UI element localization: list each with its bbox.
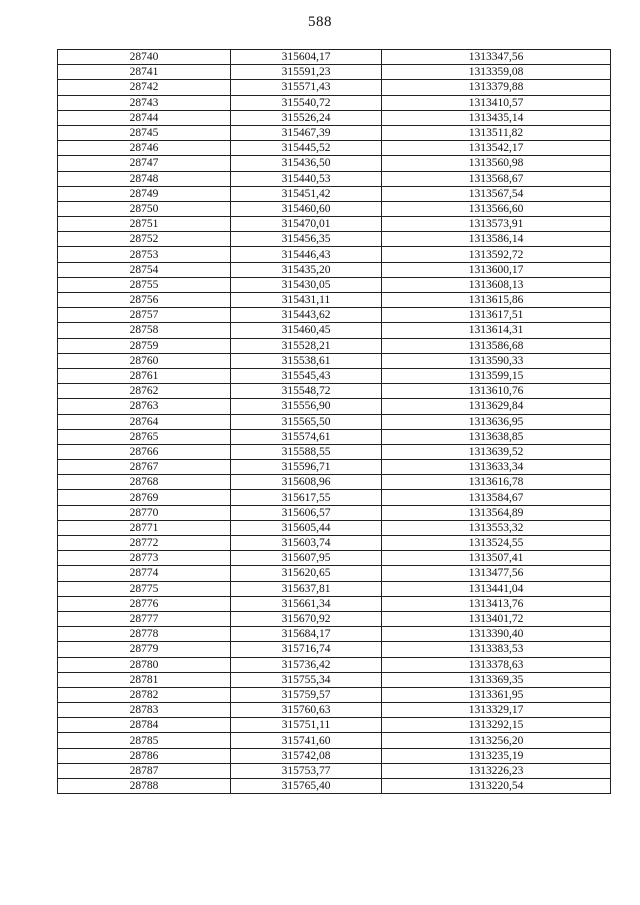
y-coordinate-cell: 1313584,67 [382, 490, 611, 505]
table-row [58, 444, 611, 459]
point-number-cell: 28768 [58, 475, 231, 490]
x-coordinate-cell: 315446,43 [231, 247, 382, 262]
point-number-cell: 28774 [58, 566, 231, 581]
table-row [58, 460, 611, 475]
table-row [58, 232, 611, 247]
x-coordinate-cell: 315430,05 [231, 277, 382, 292]
point-number-cell: 28751 [58, 217, 231, 232]
table-row [58, 65, 611, 80]
x-coordinate-cell: 315588,55 [231, 444, 382, 459]
x-coordinate-cell: 315753,77 [231, 763, 382, 778]
y-coordinate-cell: 1313586,68 [382, 338, 611, 353]
x-coordinate-cell: 315548,72 [231, 384, 382, 399]
point-number-cell: 28757 [58, 308, 231, 323]
table-row [58, 672, 611, 687]
y-coordinate-cell: 1313560,98 [382, 156, 611, 171]
point-number-cell: 28750 [58, 201, 231, 216]
x-coordinate-cell: 315620,65 [231, 566, 382, 581]
x-coordinate-cell: 315470,01 [231, 217, 382, 232]
point-number-cell: 28783 [58, 703, 231, 718]
y-coordinate-cell: 1313600,17 [382, 262, 611, 277]
y-coordinate-cell: 1313566,60 [382, 201, 611, 216]
table-row [58, 687, 611, 702]
table-row [58, 262, 611, 277]
x-coordinate-cell: 315605,44 [231, 520, 382, 535]
y-coordinate-cell: 1313567,54 [382, 186, 611, 201]
table-row [58, 657, 611, 672]
point-number-cell: 28754 [58, 262, 231, 277]
point-number-cell: 28763 [58, 399, 231, 414]
x-coordinate-cell: 315574,61 [231, 429, 382, 444]
y-coordinate-cell: 1313524,55 [382, 536, 611, 551]
table-row [58, 596, 611, 611]
x-coordinate-cell: 315443,62 [231, 308, 382, 323]
y-coordinate-cell: 1313610,76 [382, 384, 611, 399]
table-row [58, 429, 611, 444]
x-coordinate-cell: 315684,17 [231, 627, 382, 642]
point-number-cell: 28786 [58, 748, 231, 763]
point-number-cell: 28770 [58, 505, 231, 520]
y-coordinate-cell: 1313507,41 [382, 551, 611, 566]
y-coordinate-cell: 1313441,04 [382, 581, 611, 596]
table-row [58, 611, 611, 626]
point-number-cell: 28746 [58, 141, 231, 156]
point-number-cell: 28759 [58, 338, 231, 353]
y-coordinate-cell: 1313599,15 [382, 368, 611, 383]
table-row [58, 353, 611, 368]
x-coordinate-cell: 315460,60 [231, 201, 382, 216]
point-number-cell: 28762 [58, 384, 231, 399]
coordinate-table-container [57, 49, 610, 794]
x-coordinate-cell: 315538,61 [231, 353, 382, 368]
x-coordinate-cell: 315571,43 [231, 80, 382, 95]
x-coordinate-cell: 315759,57 [231, 687, 382, 702]
x-coordinate-cell: 315670,92 [231, 611, 382, 626]
y-coordinate-cell: 1313235,19 [382, 748, 611, 763]
x-coordinate-cell: 315460,45 [231, 323, 382, 338]
y-coordinate-cell: 1313614,31 [382, 323, 611, 338]
table-row [58, 171, 611, 186]
y-coordinate-cell: 1313617,51 [382, 308, 611, 323]
coordinate-table [57, 49, 611, 794]
point-number-cell: 28772 [58, 536, 231, 551]
y-coordinate-cell: 1313220,54 [382, 779, 611, 794]
table-row [58, 718, 611, 733]
y-coordinate-cell: 1313390,40 [382, 627, 611, 642]
table-row [58, 50, 611, 65]
x-coordinate-cell: 315451,42 [231, 186, 382, 201]
table-row [58, 490, 611, 505]
x-coordinate-cell: 315604,17 [231, 50, 382, 65]
x-coordinate-cell: 315606,57 [231, 505, 382, 520]
point-number-cell: 28760 [58, 353, 231, 368]
y-coordinate-cell: 1313347,56 [382, 50, 611, 65]
point-number-cell: 28749 [58, 186, 231, 201]
x-coordinate-cell: 315596,71 [231, 460, 382, 475]
table-row [58, 505, 611, 520]
y-coordinate-cell: 1313592,72 [382, 247, 611, 262]
point-number-cell: 28756 [58, 293, 231, 308]
table-row [58, 247, 611, 262]
table-row [58, 551, 611, 566]
x-coordinate-cell: 315591,23 [231, 65, 382, 80]
point-number-cell: 28742 [58, 80, 231, 95]
table-row [58, 566, 611, 581]
y-coordinate-cell: 1313383,53 [382, 642, 611, 657]
point-number-cell: 28775 [58, 581, 231, 596]
x-coordinate-cell: 315467,39 [231, 125, 382, 140]
y-coordinate-cell: 1313608,13 [382, 277, 611, 292]
x-coordinate-cell: 315545,43 [231, 368, 382, 383]
x-coordinate-cell: 315435,20 [231, 262, 382, 277]
y-coordinate-cell: 1313564,89 [382, 505, 611, 520]
point-number-cell: 28766 [58, 444, 231, 459]
x-coordinate-cell: 315440,53 [231, 171, 382, 186]
y-coordinate-cell: 1313633,34 [382, 460, 611, 475]
point-number-cell: 28767 [58, 460, 231, 475]
y-coordinate-cell: 1313378,63 [382, 657, 611, 672]
point-number-cell: 28779 [58, 642, 231, 657]
x-coordinate-cell: 315637,81 [231, 581, 382, 596]
x-coordinate-cell: 315741,60 [231, 733, 382, 748]
x-coordinate-cell: 315445,52 [231, 141, 382, 156]
table-row [58, 293, 611, 308]
point-number-cell: 28776 [58, 596, 231, 611]
table-row [58, 80, 611, 95]
point-number-cell: 28748 [58, 171, 231, 186]
y-coordinate-cell: 1313292,15 [382, 718, 611, 733]
point-number-cell: 28788 [58, 779, 231, 794]
point-number-cell: 28785 [58, 733, 231, 748]
y-coordinate-cell: 1313615,86 [382, 293, 611, 308]
table-row [58, 779, 611, 794]
y-coordinate-cell: 1313369,35 [382, 672, 611, 687]
table-row [58, 536, 611, 551]
y-coordinate-cell: 1313616,78 [382, 475, 611, 490]
y-coordinate-cell: 1313629,84 [382, 399, 611, 414]
y-coordinate-cell: 1313410,57 [382, 95, 611, 110]
x-coordinate-cell: 315661,34 [231, 596, 382, 611]
x-coordinate-cell: 315540,72 [231, 95, 382, 110]
point-number-cell: 28753 [58, 247, 231, 262]
page-number: 588 [308, 14, 332, 30]
table-row [58, 368, 611, 383]
y-coordinate-cell: 1313636,95 [382, 414, 611, 429]
x-coordinate-cell: 315608,96 [231, 475, 382, 490]
y-coordinate-cell: 1313639,52 [382, 444, 611, 459]
point-number-cell: 28764 [58, 414, 231, 429]
table-row [58, 384, 611, 399]
point-number-cell: 28777 [58, 611, 231, 626]
point-number-cell: 28752 [58, 232, 231, 247]
y-coordinate-cell: 1313361,95 [382, 687, 611, 702]
x-coordinate-cell: 315603,74 [231, 536, 382, 551]
point-number-cell: 28773 [58, 551, 231, 566]
table-row [58, 110, 611, 125]
table-row [58, 748, 611, 763]
x-coordinate-cell: 315556,90 [231, 399, 382, 414]
point-number-cell: 28761 [58, 368, 231, 383]
x-coordinate-cell: 315755,34 [231, 672, 382, 687]
point-number-cell: 28778 [58, 627, 231, 642]
table-row [58, 414, 611, 429]
point-number-cell: 28747 [58, 156, 231, 171]
point-number-cell: 28745 [58, 125, 231, 140]
y-coordinate-cell: 1313359,08 [382, 65, 611, 80]
x-coordinate-cell: 315716,74 [231, 642, 382, 657]
table-row [58, 475, 611, 490]
table-row [58, 520, 611, 535]
table-row [58, 308, 611, 323]
point-number-cell: 28758 [58, 323, 231, 338]
x-coordinate-cell: 315607,95 [231, 551, 382, 566]
point-number-cell: 28741 [58, 65, 231, 80]
x-coordinate-cell: 315760,63 [231, 703, 382, 718]
table-row [58, 763, 611, 778]
point-number-cell: 28787 [58, 763, 231, 778]
table-row [58, 581, 611, 596]
x-coordinate-cell: 315765,40 [231, 779, 382, 794]
y-coordinate-cell: 1313573,91 [382, 217, 611, 232]
point-number-cell: 28781 [58, 672, 231, 687]
y-coordinate-cell: 1313413,76 [382, 596, 611, 611]
table-row [58, 733, 611, 748]
y-coordinate-cell: 1313511,82 [382, 125, 611, 140]
x-coordinate-cell: 315617,55 [231, 490, 382, 505]
x-coordinate-cell: 315526,24 [231, 110, 382, 125]
table-row [58, 156, 611, 171]
y-coordinate-cell: 1313553,32 [382, 520, 611, 535]
point-number-cell: 28743 [58, 95, 231, 110]
point-number-cell: 28771 [58, 520, 231, 535]
point-number-cell: 28740 [58, 50, 231, 65]
table-row [58, 186, 611, 201]
table-row [58, 642, 611, 657]
point-number-cell: 28784 [58, 718, 231, 733]
x-coordinate-cell: 315456,35 [231, 232, 382, 247]
y-coordinate-cell: 1313435,14 [382, 110, 611, 125]
y-coordinate-cell: 1313256,20 [382, 733, 611, 748]
y-coordinate-cell: 1313329,17 [382, 703, 611, 718]
point-number-cell: 28780 [58, 657, 231, 672]
point-number-cell: 28755 [58, 277, 231, 292]
y-coordinate-cell: 1313568,67 [382, 171, 611, 186]
y-coordinate-cell: 1313542,17 [382, 141, 611, 156]
x-coordinate-cell: 315736,42 [231, 657, 382, 672]
point-number-cell: 28765 [58, 429, 231, 444]
table-row [58, 323, 611, 338]
point-number-cell: 28744 [58, 110, 231, 125]
y-coordinate-cell: 1313401,72 [382, 611, 611, 626]
table-row [58, 627, 611, 642]
point-number-cell: 28769 [58, 490, 231, 505]
x-coordinate-cell: 315431,11 [231, 293, 382, 308]
x-coordinate-cell: 315751,11 [231, 718, 382, 733]
table-row [58, 399, 611, 414]
y-coordinate-cell: 1313477,56 [382, 566, 611, 581]
x-coordinate-cell: 315528,21 [231, 338, 382, 353]
table-row [58, 201, 611, 216]
coordinate-table-body [58, 50, 611, 794]
x-coordinate-cell: 315565,50 [231, 414, 382, 429]
table-row [58, 703, 611, 718]
x-coordinate-cell: 315742,08 [231, 748, 382, 763]
y-coordinate-cell: 1313638,85 [382, 429, 611, 444]
y-coordinate-cell: 1313590,33 [382, 353, 611, 368]
table-row [58, 277, 611, 292]
y-coordinate-cell: 1313586,14 [382, 232, 611, 247]
y-coordinate-cell: 1313226,23 [382, 763, 611, 778]
table-row [58, 338, 611, 353]
table-row [58, 217, 611, 232]
table-row [58, 125, 611, 140]
x-coordinate-cell: 315436,50 [231, 156, 382, 171]
table-row [58, 141, 611, 156]
table-row [58, 95, 611, 110]
y-coordinate-cell: 1313379,88 [382, 80, 611, 95]
point-number-cell: 28782 [58, 687, 231, 702]
